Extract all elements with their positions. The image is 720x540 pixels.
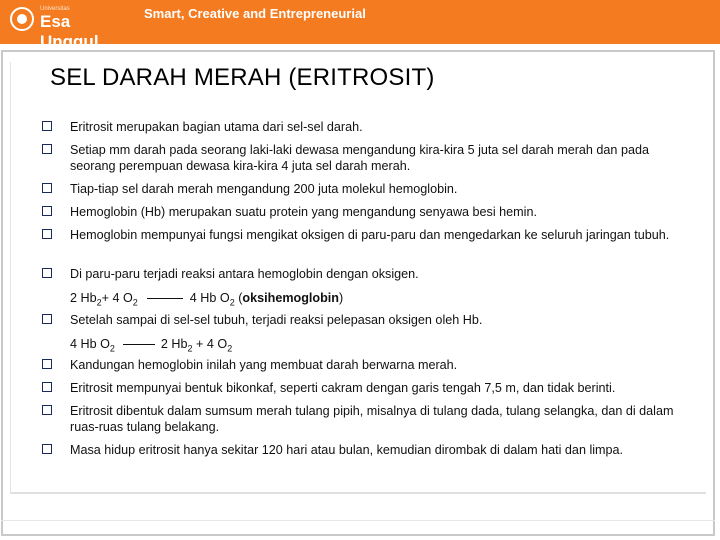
header-slogan: Smart, Creative and Entrepreneurial xyxy=(144,6,366,21)
bullet-icon xyxy=(42,206,52,216)
bullet-icon xyxy=(42,268,52,278)
eq1-paren-close: ) xyxy=(338,291,344,305)
bullet-icon xyxy=(42,121,52,131)
eq1-lhs-a-sub: 2 xyxy=(96,297,102,308)
eq1-rhs-sub: 2 xyxy=(229,297,235,308)
eq1-lhs-a: 2 Hb xyxy=(70,291,97,305)
logo-emblem-icon xyxy=(10,7,34,31)
eq1-lhs-b: + 4 O xyxy=(101,291,133,305)
bullet-icon xyxy=(42,183,52,193)
list-item: Setelah sampai di sel-sel tubuh, terjadi reaksi pelepasan oksigen oleh Hb. xyxy=(70,313,483,327)
list-item: Hemoglobin (Hb) merupakan suatu protein yang mengandung senyawa besi hemin. xyxy=(70,205,537,219)
reaction-equation-release xyxy=(70,336,232,357)
eq2-rhs-a-sub: 2 xyxy=(187,343,193,354)
eq1-paren-open: ( xyxy=(238,291,243,305)
eq2-rhs-b: + 4 O xyxy=(196,337,228,351)
reaction-arrow-icon xyxy=(123,344,155,345)
eq1-rhs: 4 Hb O xyxy=(189,291,230,305)
eq2-lhs-sub: 2 xyxy=(109,343,115,354)
bullet-icon xyxy=(42,405,52,415)
content-divider xyxy=(10,492,706,494)
list-item: Eritrosit dibentuk dalam sumsum merah tulang pipih, misalnya di tulang dada, tulang selangka, dan di dalam ruas-ruas tulang belakang. xyxy=(70,404,674,434)
eq2-rhs-a: 2 Hb xyxy=(160,337,188,351)
logo-small-text: Universitas xyxy=(40,6,70,12)
eq1-lhs-b-sub: 2 xyxy=(132,297,138,308)
bullet-icon xyxy=(42,229,52,239)
footer-line xyxy=(1,520,715,521)
eq2-rhs-b-sub: 2 xyxy=(227,343,233,354)
bullet-icon xyxy=(42,314,52,324)
eq1-product-name: oksihemoglobin xyxy=(242,291,339,305)
list-item: Eritrosit merupakan bagian utama dari sel-sel darah. xyxy=(70,120,363,134)
bullet-icon xyxy=(42,382,52,392)
list-item: Kandungan hemoglobin inilah yang membuat darah berwarna merah. xyxy=(70,358,458,372)
list-item: Di paru-paru terjadi reaksi antara hemoglobin dengan oksigen. xyxy=(70,267,419,281)
university-logo xyxy=(8,4,128,51)
list-item: Setiap mm darah pada seorang laki-laki dewasa mengandung kira-kira 5 juta sel darah merah dan pada seorang perempuan dewasa kira-kira 4 juta sel darah merah. xyxy=(70,143,649,173)
bullet-icon xyxy=(42,359,52,369)
bullet-icon xyxy=(42,144,52,154)
list-item: Eritrosit mempunyai bentuk bikonkaf, seperti cakram dengan garis tengah 7,5 m, dan tidak berinti. xyxy=(70,381,616,395)
reaction-arrow-icon xyxy=(147,298,183,299)
reaction-equation-binding xyxy=(70,290,343,311)
eq2-lhs: 4 Hb O xyxy=(70,337,110,351)
list-item: Tiap-tiap sel darah merah mengandung 200 juta molekul hemoglobin. xyxy=(70,182,458,196)
logo-name: Esa Unggul xyxy=(40,12,99,51)
bullet-icon xyxy=(42,444,52,454)
list-item: Hemoglobin mempunyai fungsi mengikat oksigen di paru-paru dan mengedarkan ke seluruh jaringan tubuh. xyxy=(70,228,670,242)
list-item: Masa hidup eritrosit hanya sekitar 120 hari atau bulan, kemudian dirombak di dalam hati dan limpa. xyxy=(70,443,624,457)
header-bar xyxy=(0,0,720,51)
slide-title: SEL DARAH MERAH (ERITROSIT) xyxy=(50,64,435,91)
